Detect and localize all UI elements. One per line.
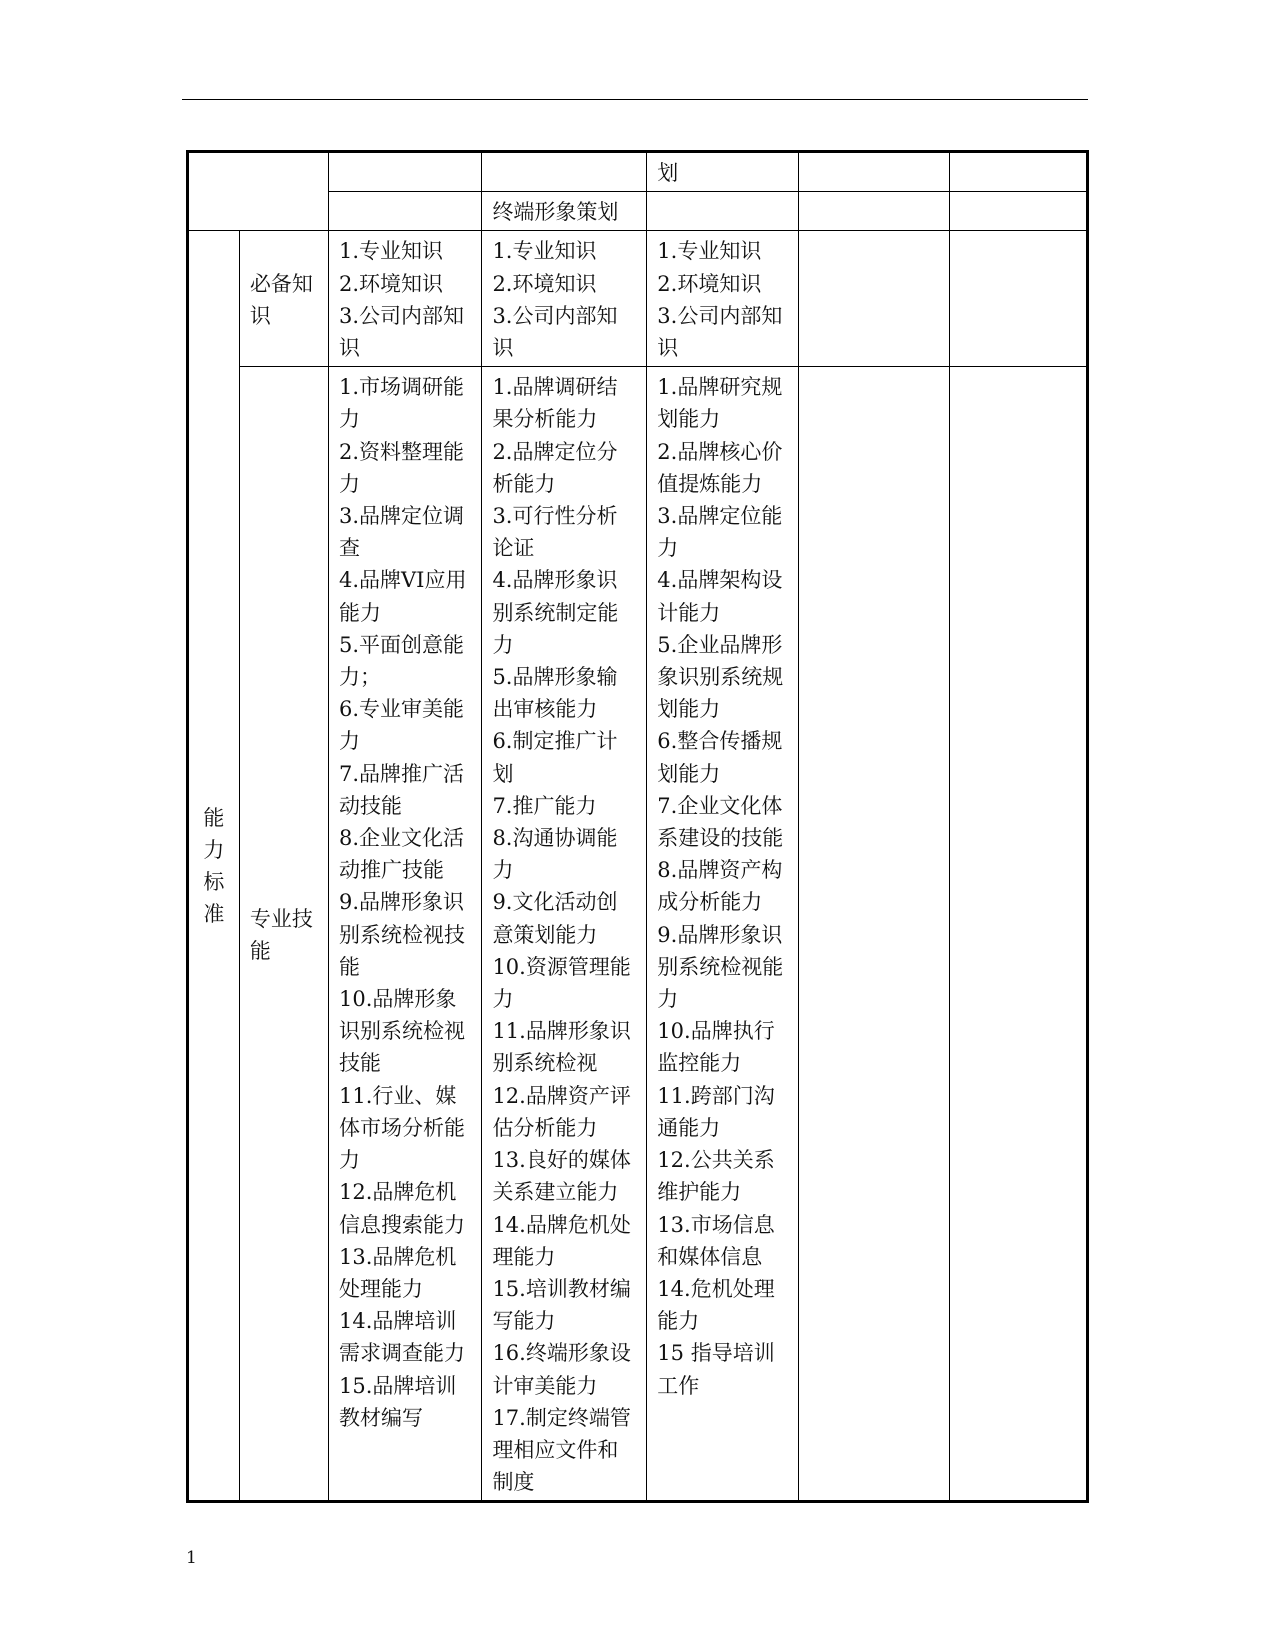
page-number: 1 [186,1548,197,1568]
table-row-knowledge [188,231,1088,367]
table-cell [798,192,949,231]
section-label [188,231,240,1502]
table-cell: 1.专业知识 2.环境知识 3.公司内部知识 [482,231,647,367]
table-cell [798,152,949,192]
row-label-knowledge: 必备知识 [239,231,328,367]
table-cell [950,152,1088,192]
section-label-text: 能力标准 [203,805,225,926]
table-cell [798,231,949,367]
table-row-skills [188,367,1088,1502]
table-cell [328,192,481,231]
table-cell: 1.品牌研究规划能力 2.品牌核心价值提炼能力 3.品牌定位能力 4.品牌架构设计能力 5.企业品牌形象识别系统规划能力 6.整合传播规划能力 7.企业文化体系建设的技能 8.品牌资产构成分析能力 9.品牌形象识别系统检视能力 10.品牌执行监控能力 11.跨部门沟通能力 12.公共关系维护能力 13.市场信息和媒体信息 14.危机处理能力 15 指导培训工作 [647,367,798,1502]
table-cell: 1.专业知识 2.环境知识 3.公司内部知识 [647,231,798,367]
table-cell [328,152,481,192]
table-cell: 1.专业知识 2.环境知识 3.公司内部知识 [328,231,481,367]
header-rule [182,99,1088,100]
row-label-skills: 专业技能 [239,367,328,1502]
table-cell [950,231,1088,367]
table-cell [950,192,1088,231]
table-cell: 1.品牌调研结果分析能力 2.品牌定位分析能力 3.可行性分析论证 4.品牌形象识别系统制定能力 5.品牌形象输出审核能力 6.制定推广计划 7.推广能力 8.沟通协调能力 9.文化活动创意策划能力 10.资源管理能力 11.品牌形象识别系统检视 12.品牌资产评估分析能力 13.良好的媒体关系建立能力 14.品牌危机处理能力 15.培训教材编写能力 16.终端形象设计审美能力 17.制定终端管理相应文件和制度 [482,367,647,1502]
table-cell: 划 [647,152,798,192]
table-row [188,152,1088,192]
table-cell: 终端形象策划 [482,192,647,231]
competency-table [186,150,1089,1503]
table-cell: 1.市场调研能力 2.资料整理能力 3.品牌定位调查 4.品牌VI应用能力 5.平面创意能力； 6.专业审美能力 7.品牌推广活动技能 8.企业文化活动推广技能 9.品牌形象识别系统检视技能 10.品牌形象识别系统检视技能 11.行业、媒体市场分析能力 12.品牌危机信息搜索能力 13.品牌危机处理能力 14.品牌培训需求调查能力 15.品牌培训教材编写 [328,367,481,1502]
table-cell [798,367,949,1502]
table-cell [647,192,798,231]
table-corner-cell [188,152,329,231]
table-cell [950,367,1088,1502]
table-cell [482,152,647,192]
